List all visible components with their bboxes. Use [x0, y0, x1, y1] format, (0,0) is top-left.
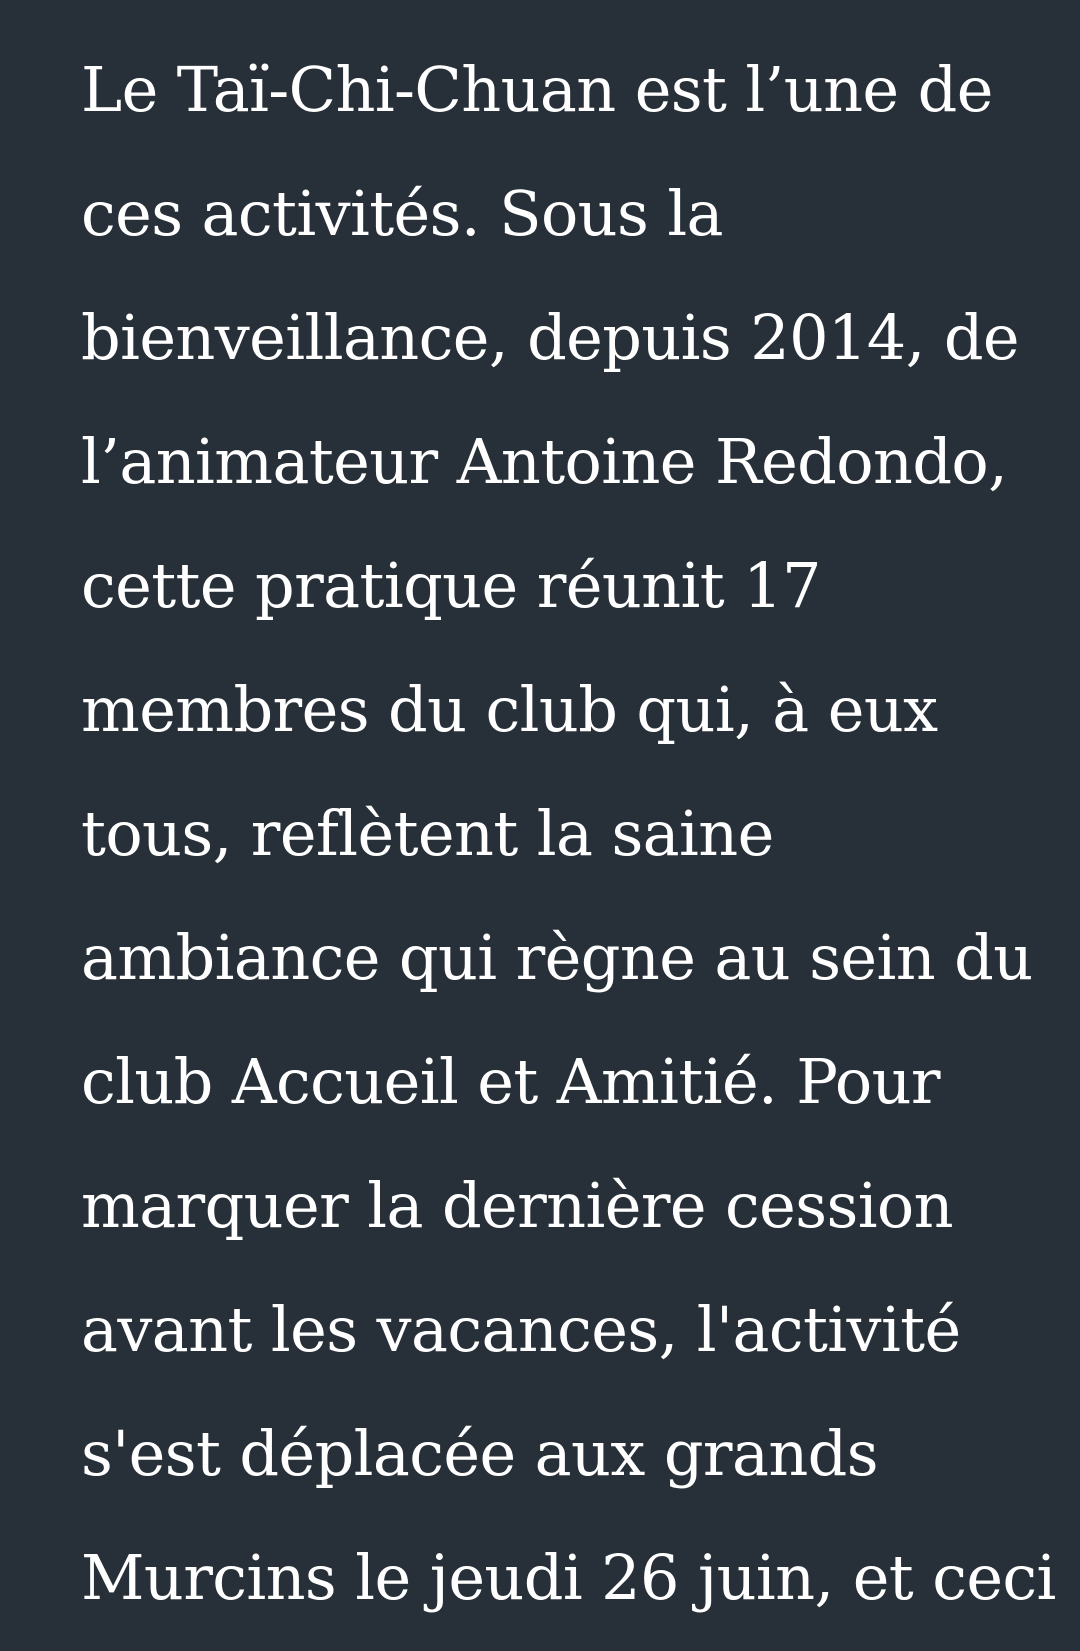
article-text-line: club Accueil et Amitié. Pour: [81, 1045, 940, 1118]
article-text-line: tous, reflètent la saine: [81, 797, 774, 870]
article-text-line: bienveillance, depuis 2014, de: [81, 301, 1020, 374]
article-text-line: avant les vacances, l'activité: [81, 1293, 961, 1366]
article-text-line: cette pratique réunit 17: [81, 549, 821, 622]
article-text-line: marquer la dernière cession: [81, 1169, 953, 1242]
article-text-line: Le Taï-Chi-Chuan est l’une de: [81, 53, 993, 126]
article-text-line: ambiance qui règne au sein du: [81, 921, 1033, 994]
article-text-line: membres du club qui, à eux: [81, 673, 938, 746]
article-text-line: l’animateur Antoine Redondo,: [81, 425, 1008, 498]
article-text-line: Murcins le jeudi 26 juin, et ceci: [81, 1541, 1056, 1614]
article-text-line: s'est déplacée aux grands: [81, 1417, 878, 1490]
article-text-line: ces activités. Sous la: [81, 177, 723, 250]
